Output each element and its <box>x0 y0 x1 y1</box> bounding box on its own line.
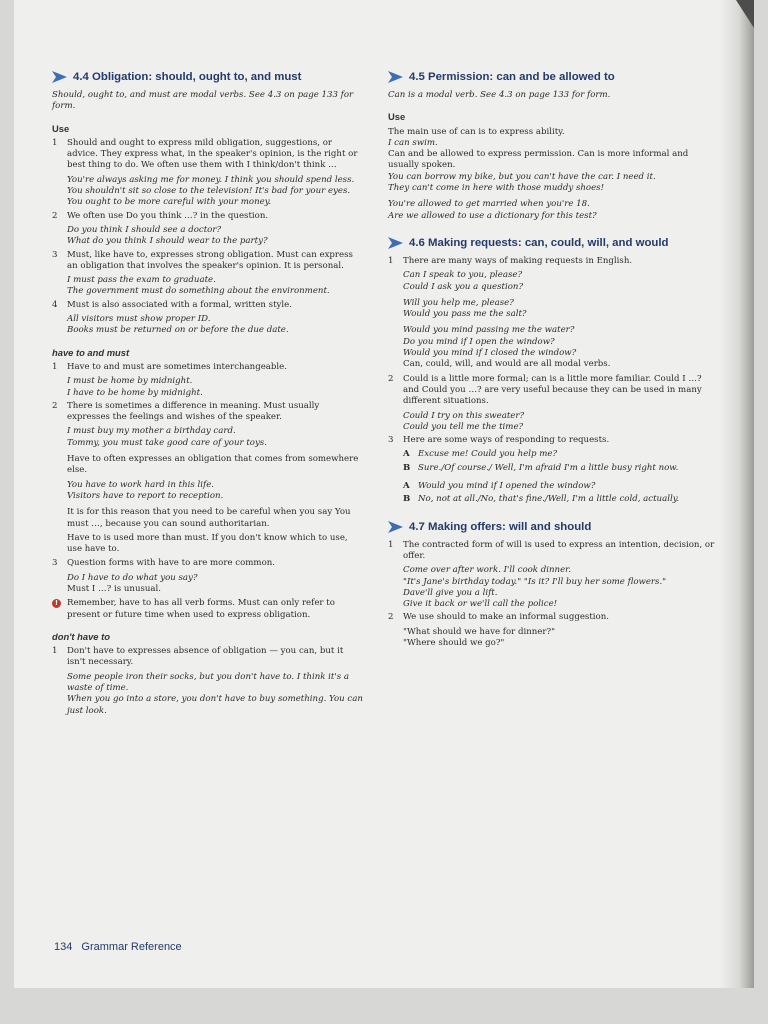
example: You ought to be more careful with your money. <box>67 197 272 208</box>
use-heading: Use <box>388 111 406 123</box>
subsection-heading: don't have to <box>52 630 110 642</box>
item-number: 1 <box>388 255 394 266</box>
left-column <box>52 70 364 719</box>
item-text: Here are some ways of responding to requests. <box>403 435 610 446</box>
list-item <box>388 256 716 371</box>
book-page <box>14 0 754 988</box>
body-text: The main use of can is to express ability. <box>388 126 565 137</box>
example: Will you help me, please? <box>403 297 514 308</box>
note <box>52 598 364 621</box>
item-text: Have to is used more than must. If you don't know which to use, use have to. <box>67 532 348 555</box>
example: I must buy my mother a birthday card. <box>67 426 236 437</box>
example: "What should we have for dinner?" <box>403 626 556 637</box>
list-item <box>52 138 364 209</box>
item-number: 1 <box>52 137 58 148</box>
list-item <box>52 300 364 337</box>
page-corner <box>736 0 754 28</box>
item-text: Can, could, will, and would are all modal verbs. <box>403 359 611 370</box>
item-text: Have to and must are sometimes interchangeable. <box>67 361 287 372</box>
example: Would you mind passing me the water? <box>403 325 575 336</box>
alert-icon: ! <box>52 599 61 608</box>
example: Dave'll give you a lift. <box>403 587 498 598</box>
item-number: 2 <box>52 210 58 221</box>
dialog-line <box>403 481 716 492</box>
speaker-label: B <box>403 462 411 473</box>
item-number: 3 <box>388 435 394 446</box>
item-text: Question forms with have to are more common. <box>67 558 276 569</box>
dialog-line <box>403 449 716 460</box>
section-title: 4.6 Making requests: can, could, will, and would <box>409 236 669 249</box>
section-heading <box>388 70 716 84</box>
example: Do I have to do what you say? <box>67 572 198 583</box>
example: What do you think I should wear to the party? <box>67 236 268 247</box>
section-title: 4.7 Making offers: will and should <box>409 520 592 533</box>
item-text: Must I …? is unusual. <box>67 583 162 594</box>
list-item <box>388 540 716 611</box>
example: Sure./Of course./ Well, I'm afraid I'm a little busy right now. <box>418 462 679 473</box>
example: Would you pass me the salt? <box>403 309 527 320</box>
use-heading: Use <box>52 122 70 134</box>
section-arrow-icon <box>388 521 403 533</box>
section-intro: Should, ought to, and must are modal verbs. See 4.3 on page 133 for form. <box>52 90 354 112</box>
example: Tommy, you must take good care of your toys. <box>67 437 267 448</box>
example: Can I speak to you, please? <box>403 270 523 281</box>
example: Would you mind if I opened the window? <box>418 481 596 492</box>
example: I can swim. <box>388 137 438 148</box>
item-number: 1 <box>388 539 394 550</box>
example: Give it back or we'll call the police! <box>403 599 558 610</box>
list-item <box>52 558 364 595</box>
example: Could I ask you a question? <box>403 281 524 292</box>
subsection-heading: have to and must <box>52 346 130 358</box>
example: Would you mind if I closed the window? <box>403 348 577 359</box>
example: Books must be returned on or before the due date. <box>67 325 289 336</box>
item-text: The contracted form of will is used to express an intention, decision, or offer. <box>403 539 715 561</box>
example: I have to be home by midnight. <box>67 387 203 398</box>
example: They can't come in here with those muddy shoes! <box>388 183 605 194</box>
list-item <box>388 612 716 649</box>
note-text: Remember, have to has all verb forms. Must can only refer to present or future time when used to express obligation. <box>67 598 335 620</box>
dialog-line <box>403 463 716 474</box>
example: Visitors have to report to reception. <box>67 490 224 501</box>
example: I must be home by midnight. <box>67 376 193 387</box>
example: When you go into a store, you don't have to buy something. You can just look. <box>67 694 363 716</box>
item-number: 2 <box>388 612 394 623</box>
item-number: 3 <box>52 249 58 260</box>
item-text: Don't have to expresses absence of obligation — you can, but it isn't necessary. <box>67 646 344 668</box>
item-number: 4 <box>52 299 58 310</box>
example: Could I try on this sweater? <box>403 410 525 421</box>
list-item <box>388 435 716 505</box>
item-text: There is sometimes a difference in meaning. Must usually expresses the feelings and wishes of the speaker. <box>67 400 320 423</box>
section-arrow-icon <box>52 71 67 83</box>
item-number: 3 <box>52 558 58 569</box>
speaker-label: A <box>403 481 410 492</box>
item-text: Should and ought to express mild obligation, suggestions, or advice. They express what, in the speaker's opinion, is the right or best thing to do. We often use them with I think/don't think … <box>67 137 358 171</box>
speaker-label: B <box>403 494 411 505</box>
right-column <box>388 70 716 651</box>
example: The government must do something about the environment. <box>67 286 330 297</box>
example: Some people iron their socks, but you don't have to. I think it's a waste of time. <box>67 671 350 694</box>
list-item <box>388 374 716 433</box>
list-item <box>52 362 364 399</box>
list-item <box>52 250 364 298</box>
speaker-label: A <box>403 449 410 460</box>
dialog-line <box>403 494 716 505</box>
section-heading <box>388 236 716 250</box>
item-text: Must is also associated with a formal, written style. <box>67 299 292 310</box>
example: All visitors must show proper ID. <box>67 314 211 325</box>
list-item <box>52 401 364 556</box>
example: I must pass the exam to graduate. <box>67 275 216 286</box>
item-text: We use should to make an informal suggestion. <box>403 612 609 623</box>
example: "Where should we go?" <box>403 637 505 648</box>
footer-label: Grammar Reference <box>81 941 182 953</box>
body-text: Can and be allowed to express permission. Can is more informal and usually spoken. <box>388 149 689 171</box>
section-title: 4.4 Obligation: should, ought to, and must <box>73 71 302 83</box>
example: You have to work hard in this life. <box>67 479 215 490</box>
item-number: 1 <box>52 361 58 372</box>
example: You can borrow my bike, but you can't have the car. I need it. <box>388 171 656 182</box>
example: Do you think I should see a doctor? <box>67 224 222 235</box>
example: Could you tell me the time? <box>403 421 524 432</box>
section-arrow-icon <box>388 71 403 83</box>
section-arrow-icon <box>388 237 403 249</box>
list-item <box>52 646 364 717</box>
page-number: 134 <box>54 941 73 953</box>
list-item <box>52 211 364 248</box>
item-text: We often use Do you think …? in the question. <box>67 210 269 221</box>
item-number: 2 <box>388 373 394 384</box>
example: Come over after work. I'll cook dinner. <box>403 565 572 576</box>
example: You're allowed to get married when you're 18. <box>388 199 590 210</box>
section-title: 4.5 Permission: can and be allowed to <box>409 71 615 83</box>
section-intro: Can is a modal verb. See 4.3 on page 133 for form. <box>388 90 611 100</box>
example: Are we allowed to use a dictionary for this test? <box>388 210 597 221</box>
book-spine-shadow <box>720 0 754 988</box>
section-heading <box>52 70 364 84</box>
section-heading <box>388 520 716 534</box>
item-text: There are many ways of making requests in English. <box>403 255 633 266</box>
example: "It's Jane's birthday today." "Is it? I'll buy her some flowers." <box>403 576 667 587</box>
example: You shouldn't sit so close to the television! It's bad for your eyes. <box>67 186 351 197</box>
item-number: 2 <box>52 400 58 411</box>
item-text: Must, like have to, expresses strong obligation. Must can express an obligation that involves the speaker's opinion. It is personal. <box>67 249 353 271</box>
item-text: Have to often expresses an obligation that comes from somewhere else. <box>67 454 359 476</box>
item-text: It is for this reason that you need to be careful when you say You must …, because you can sound authoritarian. <box>67 507 351 529</box>
example: Do you mind if I open the window? <box>403 336 555 347</box>
item-number: 1 <box>52 646 58 657</box>
example: You're always asking me for money. I think you should spend less. <box>67 174 355 185</box>
item-text: Could is a little more formal; can is a little more familiar. Could I …? and Could you …? are very useful because they can be used in many different situations. <box>403 373 702 407</box>
example: Excuse me! Could you help me? <box>418 449 558 460</box>
example: No, not at all./No, that's fine./Well, I'm a little cold, actually. <box>418 494 680 505</box>
page-footer <box>54 941 182 953</box>
